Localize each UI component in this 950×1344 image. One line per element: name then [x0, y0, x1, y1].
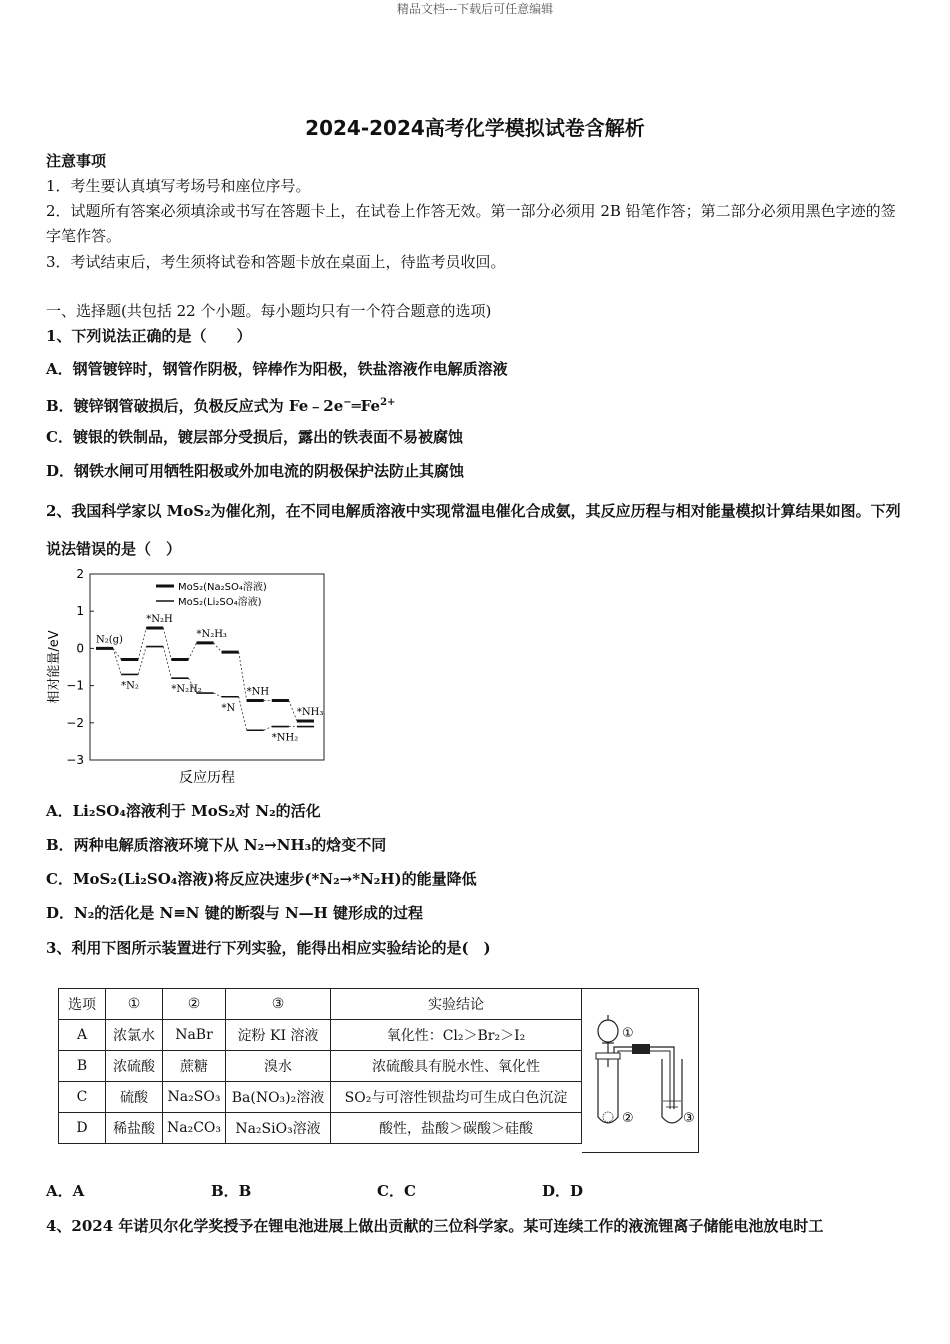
- table-header: 实验结论: [331, 989, 582, 1020]
- table-header: ③: [226, 989, 331, 1020]
- y-tick-label: −3: [66, 753, 84, 767]
- table-cell: Na₂SiO₃溶液: [226, 1113, 331, 1144]
- table-row: [59, 1020, 582, 1051]
- step-label: *N₂H₃: [196, 628, 227, 640]
- q1-option-c: C．镀银的铁制品，镀层部分受损后，露出的铁表面不易被腐蚀: [46, 428, 463, 446]
- connector: [138, 647, 146, 675]
- label-2: ②: [622, 1111, 634, 1126]
- step-label: *NH₂: [271, 732, 299, 744]
- connector: [239, 697, 247, 730]
- connector: [289, 700, 297, 720]
- step-label: *N₂: [121, 680, 139, 692]
- connector: [264, 727, 272, 731]
- table-cell: 浓硫酸具有脱水性、氧化性: [331, 1051, 582, 1082]
- energy-profile-chart: [46, 562, 336, 788]
- table-row: [59, 1113, 582, 1144]
- table-cell: 稀盐酸: [106, 1113, 163, 1144]
- q4-stem: 4、2024 年诺贝尔化学奖授予在锂电池进展上做出贡献的三位科学家。某可连续工作的液流锂离子储能电池放电时工: [46, 1217, 824, 1235]
- q3-option-d: D．D: [542, 1182, 584, 1200]
- table-header: 选项: [59, 989, 106, 1020]
- legend-label: MoS₂(Na₂SO₄溶液): [178, 582, 267, 593]
- q3-option-a: A．A: [46, 1182, 85, 1200]
- notice-item-1: 1．考生要认真填写考场号和座位序号。: [46, 177, 311, 195]
- y-tick-label: −1: [66, 678, 84, 693]
- step-label: *N: [221, 702, 236, 714]
- table-cell: 淀粉 KI 溶液: [226, 1020, 331, 1051]
- table-cell: B: [59, 1051, 106, 1082]
- connector: [214, 643, 222, 652]
- y-tick-label: 0: [76, 641, 84, 656]
- q3-stem: 3、利用下图所示装置进行下列实验，能得出相应实验结论的是( ): [46, 939, 491, 957]
- connector: [113, 648, 121, 659]
- table-cell: Na₂CO₃: [163, 1113, 226, 1144]
- table-cell: Na₂SO₃: [163, 1082, 226, 1113]
- table-cell: Ba(NO₃)₂溶液: [226, 1082, 331, 1113]
- connector: [188, 643, 196, 660]
- table-header-row: [59, 989, 582, 1020]
- table-cell: 酸性，盐酸＞碳酸＞硅酸: [331, 1113, 582, 1144]
- notice-item-2: 2．试题所有答案必须填涂或书写在答题卡上，在试卷上作答无效。第一部分必须用 2B 铅笔作答；第二部分必须用黑色字迹的签字笔作答。: [46, 202, 896, 245]
- section-heading: 一、选择题(共包括 22 个小题。每小题均只有一个符合题意的选项): [46, 302, 492, 320]
- table-cell: 氧化性：Cl₂＞Br₂＞I₂: [331, 1020, 582, 1051]
- table-header: ①: [106, 989, 163, 1020]
- q2-option-c: C．MoS₂(Li₂SO₄溶液)将反应决速步(*N₂→*N₂H)的能量降低: [46, 870, 477, 888]
- q1-option-a: A．钢管镀锌时，钢管作阴极，锌棒作为阳极，铁盐溶液作电解质溶液: [46, 360, 508, 378]
- step-label: *NH₃: [296, 706, 324, 718]
- y-tick-label: 2: [76, 567, 84, 581]
- table-cell: 硫酸: [106, 1082, 163, 1113]
- apparatus-drawing: [582, 989, 698, 1152]
- table-cell: 溴水: [226, 1051, 331, 1082]
- page-title: 2024-2024高考化学模拟试卷含解析: [305, 116, 645, 140]
- table-cell: C: [59, 1082, 106, 1113]
- x-axis-label: 反应历程: [179, 770, 235, 786]
- label-3: ③: [683, 1111, 695, 1126]
- notice-heading: 注意事项: [46, 152, 107, 170]
- connector: [163, 628, 171, 660]
- notice-item-3: 3．考试结束后，考生须将试卷和答题卡放在桌面上，待监考员收回。: [46, 253, 506, 271]
- q2-option-a: A．Li₂SO₄溶液利于 MoS₂对 N₂的活化: [46, 802, 321, 820]
- connector: [239, 652, 247, 700]
- table-header: ②: [163, 989, 226, 1020]
- table-cell: SO₂与可溶性钡盐均可生成白色沉淀: [331, 1082, 582, 1113]
- step-label: *N₂H₂: [171, 684, 202, 696]
- connector: [163, 647, 171, 679]
- label-1: ①: [622, 1026, 634, 1041]
- step-label: N₂(g): [96, 634, 123, 646]
- q1-option-d: D．钢铁水闸可用牺牲阳极或外加电流的阴极保护法防止其腐蚀: [46, 462, 465, 480]
- y-tick-label: −2: [66, 715, 84, 730]
- q3-option-c: C．C: [377, 1182, 416, 1200]
- apparatus-figure: [582, 988, 699, 1153]
- q2-option-d: D．N₂的活化是 N≡N 键的断裂与 N—H 键形成的过程: [46, 904, 424, 922]
- table-cell: A: [59, 1020, 106, 1051]
- legend-label: MoS₂(Li₂SO₄溶液): [178, 597, 262, 608]
- table-row: [59, 1082, 582, 1113]
- experiment-table: [58, 988, 582, 1144]
- connector: [138, 628, 146, 660]
- table-cell: 蔗糖: [163, 1051, 226, 1082]
- page-header: 精品文档---下载后可任意编辑: [396, 2, 554, 16]
- connector: [214, 693, 222, 697]
- q1-stem: 1、下列说法正确的是（ ）: [46, 327, 252, 345]
- table-cell: NaBr: [163, 1020, 226, 1051]
- table-cell: D: [59, 1113, 106, 1144]
- step-label: *NH: [246, 686, 270, 698]
- y-axis-label: 相对能量/eV: [47, 630, 62, 704]
- q3-option-b: B．B: [211, 1182, 252, 1200]
- table-cell: 浓氯水: [106, 1020, 163, 1051]
- q2-stem: 2、我国科学家以 MoS₂为催化剂，在不同电解质溶液中实现常温电催化合成氨，其反应历程与相对能量模拟计算结果如图。下列说法错误的是（ ）: [46, 502, 901, 558]
- q2-option-b: B．两种电解质溶液环境下从 N₂→NH₃的焓变不同: [46, 836, 387, 854]
- connector: [113, 648, 121, 674]
- step-label: *N₂H: [146, 613, 173, 625]
- table-cell: 浓硫酸: [106, 1051, 163, 1082]
- y-tick-label: 1: [76, 604, 84, 619]
- q1-option-b: B．镀锌钢管破损后，负极反应式为 $Fe﹣2e^-═Fe^{2+}$: [46, 397, 396, 415]
- table-row: [59, 1051, 582, 1082]
